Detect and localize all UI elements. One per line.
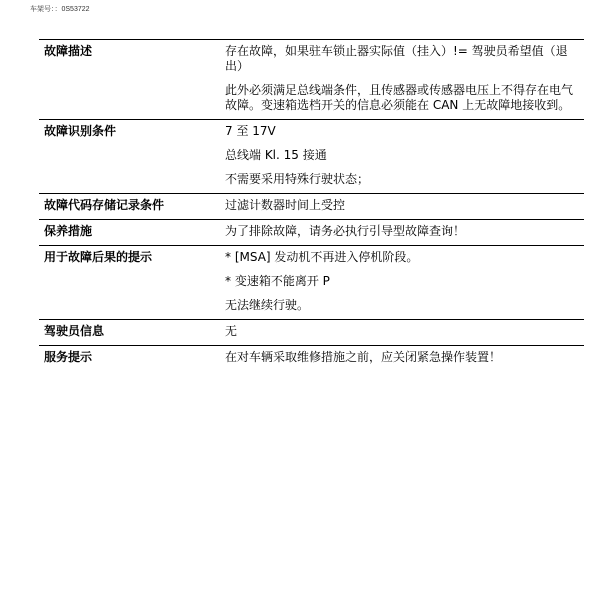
paragraph: 在对车辆采取维修措施之前，应关闭紧急操作装置！ [225,350,502,364]
table-row [39,194,584,220]
row-content [225,346,584,372]
row-label: 服务提示 [44,350,93,364]
row-label: 保养措施 [44,224,93,238]
table-row [39,246,584,320]
row-content [225,320,584,346]
row-label: 故障识别条件 [44,124,117,138]
paragraph: 此外必须满足总线端条件，且传感器或传感器电压上不得存在电气故障。变速箱选档开关的信息必须能在 CAN 上无故障地接收到。 [225,83,574,112]
row-content [225,120,584,194]
row-content [225,220,584,246]
row-content [225,246,584,320]
paragraph: 存在故障，如果驻车锁止器实际值（挂入）!= 驾驶员希望值（退出） [225,44,568,73]
row-content [225,194,584,220]
fault-info-table [39,39,584,371]
paragraph: * [MSA] 发动机不再进入停机阶段。 [225,250,419,264]
row-label: 用于故障后果的提示 [44,250,153,264]
paragraph: 无法继续行驶。 [225,298,310,312]
row-content [225,40,584,120]
paragraph: 不需要采用特殊行驶状态； [225,172,370,186]
row-label: 驾驶员信息 [44,324,105,338]
table-row [39,40,584,120]
row-label: 故障描述 [44,44,93,58]
row-label: 故障代码存储记录条件 [44,198,165,212]
paragraph: * 变速箱不能离开 P [225,274,330,288]
table-row [39,320,584,346]
paragraph: 为了排除故障，请务必执行引导型故障查询！ [225,224,466,238]
table-row [39,346,584,372]
paragraph: 无 [225,324,238,338]
table-row [39,120,584,194]
vin-header: 车架号：：0S53722 [30,6,90,13]
paragraph: 7 至 17V [225,124,276,138]
table-row [39,220,584,246]
paragraph: 过滤计数器时间上受控 [225,198,346,212]
paragraph: 总线端 Kl. 15 接通 [225,148,327,162]
